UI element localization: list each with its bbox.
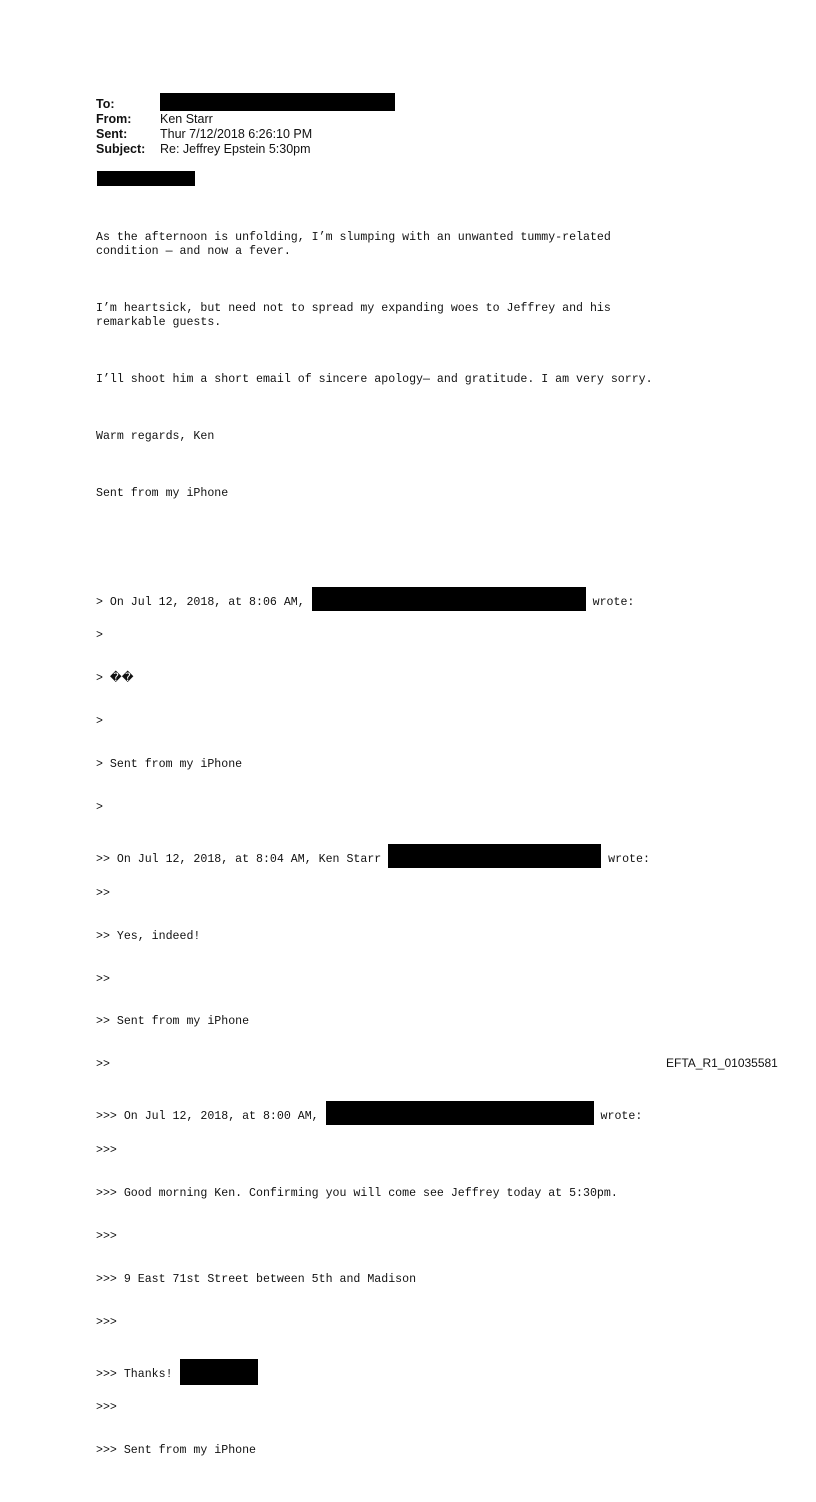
quoted-line — [96, 844, 796, 866]
from-row — [96, 112, 395, 127]
to-label: To: — [96, 97, 115, 111]
quoted-line: >>> — [96, 1315, 117, 1329]
document-id: EFTA_R1_01035581 — [666, 1056, 778, 1070]
quoted-line: > — [96, 715, 103, 729]
sent-value: Thur 7/12/2018 6:26:10 PM — [160, 127, 313, 141]
email-redaction — [388, 844, 601, 868]
salutation-redaction — [97, 171, 195, 186]
subject-value: Re: Jeffrey Epstein 5:30pm — [160, 142, 311, 156]
quoted-line: > Sent from my iPhone — [96, 758, 243, 772]
quoted-line: >>> — [96, 1144, 117, 1158]
to-row — [96, 97, 395, 112]
from-value: Ken Starr — [160, 112, 213, 126]
quoted-line: > — [96, 800, 103, 814]
signature-redaction — [180, 1359, 258, 1385]
subject-row — [96, 142, 395, 157]
quoted-line — [96, 1101, 796, 1124]
quoted-text: > On Jul 12, 2018, at 8:06 AM, — [96, 595, 312, 609]
email-body — [96, 202, 796, 1502]
quoted-line: > — [96, 629, 103, 643]
quoted-line: >> — [96, 972, 110, 986]
from-label: From: — [96, 112, 132, 126]
body-paragraph: I’ll shoot him a short email of sincere apology— and gratitude. I am very sorry. — [96, 372, 653, 386]
sender-redaction — [312, 587, 586, 611]
quoted-line: >>> — [96, 1401, 117, 1415]
quoted-text: >>> Thanks! — [96, 1367, 180, 1381]
quoted-text: >> On Jul 12, 2018, at 8:04 AM, Ken Starr — [96, 852, 389, 866]
quoted-line: >> Yes, indeed! — [96, 929, 201, 943]
subject-label: Subject: — [96, 142, 146, 156]
quoted-line: >> Sent from my iPhone — [96, 1015, 250, 1029]
quoted-line: > �� — [96, 672, 134, 686]
quoted-line — [96, 587, 796, 609]
to-redaction — [160, 93, 395, 111]
sender-redaction — [326, 1101, 594, 1125]
quoted-line: >>> — [96, 1229, 117, 1243]
sent-row — [96, 127, 395, 142]
quoted-line: >>> 9 East 71st Street between 5th and Madison — [96, 1272, 417, 1286]
quoted-line: >> — [96, 886, 110, 900]
sent-label: Sent: — [96, 127, 128, 141]
quoted-text: wrote: — [585, 595, 635, 609]
email-header — [96, 97, 395, 157]
quoted-text: wrote: — [593, 1110, 643, 1124]
quoted-line: >>> Sent from my iPhone — [96, 1444, 257, 1458]
quoted-text: >>> On Jul 12, 2018, at 8:00 AM, — [96, 1110, 326, 1124]
body-paragraph: I’m heartsick, but need not to spread my expanding woes to Jeffrey and his remarkable guests. — [96, 301, 611, 330]
body-paragraph: As the afternoon is unfolding, I’m slumping with an unwanted tummy-related condition — and now a fever. — [96, 230, 611, 258]
quoted-line: >> — [96, 1058, 110, 1072]
quoted-thread — [96, 558, 796, 1487]
body-paragraph: Warm regards, Ken — [96, 429, 215, 443]
body-paragraph: Sent from my iPhone — [96, 486, 229, 500]
quoted-line: >>> Good morning Ken. Confirming you will come see Jeffrey today at 5:30pm. — [96, 1187, 618, 1200]
quoted-line — [96, 1359, 796, 1381]
quoted-text: wrote: — [601, 852, 650, 866]
